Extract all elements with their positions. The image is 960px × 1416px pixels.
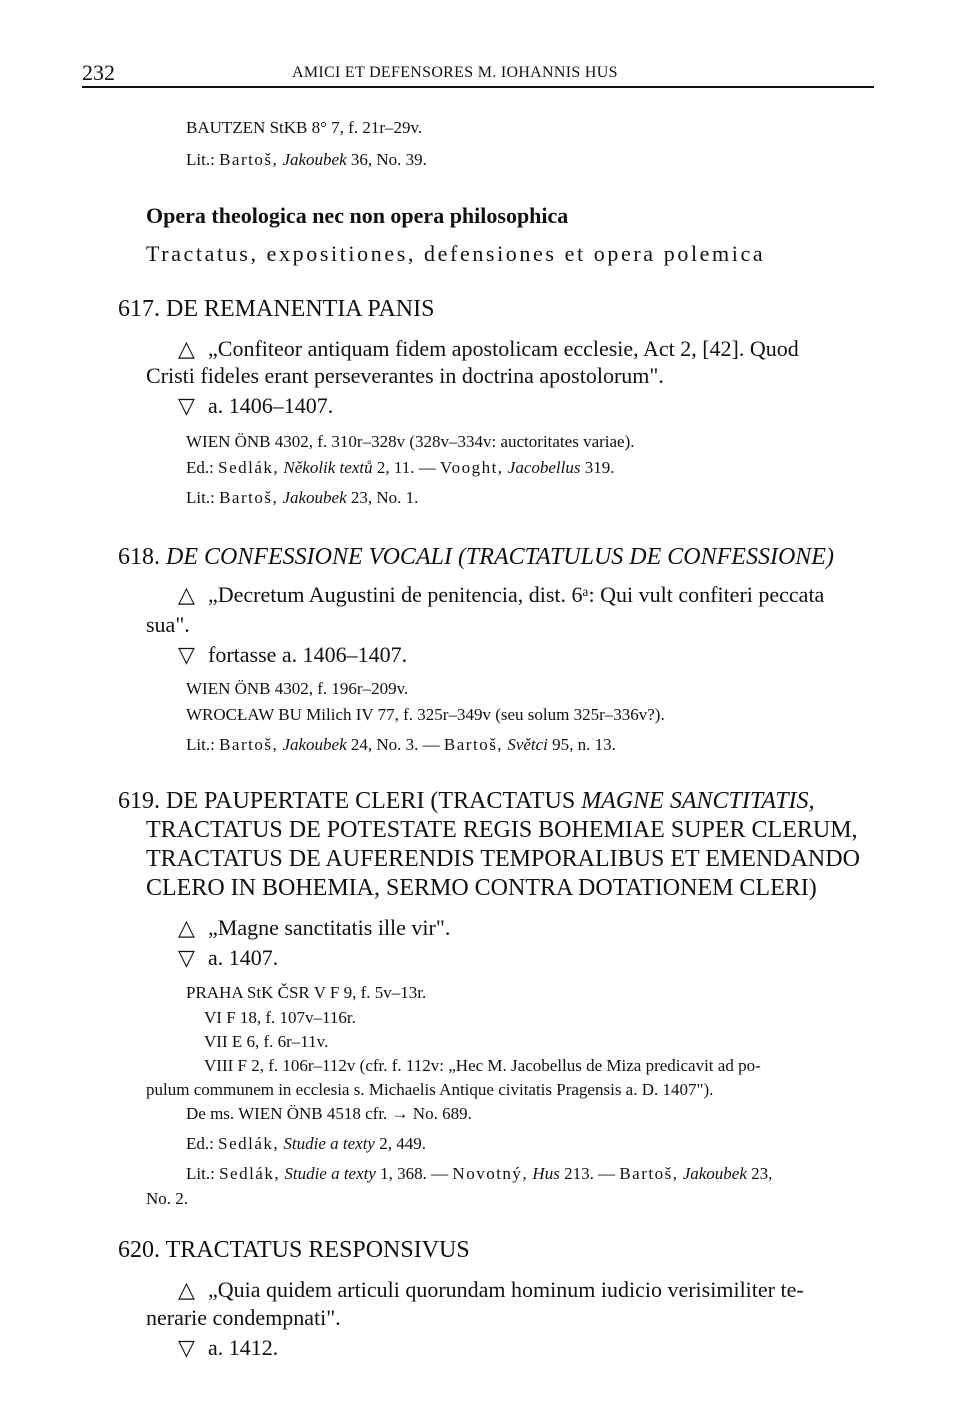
manuscript-line: VIII F 2, f. 106r–112v (cfr. f. 112v: „Hec M. Jacobellus de Miza predicavit ad po- bbox=[204, 1056, 761, 1075]
running-header bbox=[82, 56, 874, 88]
manuscript-line: VII E 6, f. 6r–11v. bbox=[204, 1032, 329, 1051]
entry-title: DE REMANENTIA PANIS bbox=[166, 296, 435, 322]
running-title: AMICI ET DEFENSORES M. IOHANNIS HUS bbox=[292, 64, 618, 81]
incipit-text: „Magne sanctitatis ille vir". bbox=[208, 915, 451, 940]
manuscript-line: WIEN ÖNB 4302, f. 196r–209v. bbox=[186, 679, 409, 698]
reference: 213. — bbox=[564, 1164, 616, 1183]
author: Sedlák, bbox=[218, 458, 280, 477]
triangle-down-icon: ▽ bbox=[178, 945, 195, 970]
manuscript-line: pulum communem in ecclesia s. Michaelis Antique civitatis Pragensis a. D. 1407"). bbox=[146, 1080, 714, 1099]
lit-label: Lit.: bbox=[186, 735, 215, 754]
work-title: Hus bbox=[532, 1164, 560, 1183]
incipit-line bbox=[178, 336, 799, 362]
reference: 95, n. 13. bbox=[552, 735, 616, 754]
entry-619-heading bbox=[118, 788, 815, 815]
manuscript-line: BAUTZEN StKB 8° 7, f. 21r–29v. bbox=[186, 118, 423, 137]
lit-label: Lit.: bbox=[186, 488, 215, 507]
entry-title-line: TRACTATUS DE AUFERENDIS TEMPORALIBUS ET EMENDANDO bbox=[146, 846, 860, 872]
date-line bbox=[178, 1335, 278, 1361]
entry-number: 618. bbox=[118, 544, 160, 570]
manuscript-line: De ms. WIEN ÖNB 4518 cfr. → No. 689. bbox=[186, 1104, 472, 1123]
lit-label: Lit.: bbox=[186, 1164, 215, 1183]
literature-line bbox=[186, 1164, 772, 1184]
triangle-up-icon: △ bbox=[178, 336, 195, 361]
work-title: Jakoubek bbox=[682, 1164, 747, 1183]
author: Bartoš, bbox=[219, 150, 279, 169]
triangle-up-icon: △ bbox=[178, 915, 195, 940]
section-heading: Opera theologica nec non opera philosophica bbox=[146, 203, 569, 228]
reference: 23, No. 1. bbox=[350, 488, 419, 507]
incipit-continuation: sua". bbox=[146, 612, 190, 637]
author: Bartoš, bbox=[219, 488, 279, 507]
incipit-text: „Confiteor antiquam fidem apostolicam ecclesie, Act 2, [42]. Quod bbox=[208, 336, 799, 361]
incipit-line bbox=[178, 582, 824, 608]
ed-label: Ed.: bbox=[186, 458, 214, 477]
author: Bartoš, bbox=[219, 735, 279, 754]
date-text: a. 1406–1407. bbox=[208, 393, 334, 418]
triangle-up-icon: △ bbox=[178, 1277, 195, 1302]
entry-number: 617. bbox=[118, 296, 160, 322]
author: Bartoš, bbox=[443, 735, 504, 754]
manuscript-line: VI F 18, f. 107v–116r. bbox=[204, 1008, 356, 1027]
work-title: Jakoubek bbox=[282, 735, 347, 754]
reference: 319. bbox=[584, 458, 615, 477]
entry-title: DE PAUPERTATE CLERI (TRACTATUS bbox=[166, 788, 576, 814]
work-title: Studie a texty bbox=[283, 1134, 375, 1153]
incipit-line bbox=[178, 1277, 804, 1303]
work-title: Studie a texty bbox=[284, 1164, 376, 1183]
date-text: fortasse a. 1406–1407. bbox=[208, 642, 408, 667]
triangle-down-icon: ▽ bbox=[178, 642, 195, 667]
literature-line bbox=[186, 735, 616, 755]
reference: 24, No. 3. — bbox=[350, 735, 440, 754]
entry-title-italic: MAGNE SANCTITATIS, bbox=[581, 788, 815, 814]
work-title: Několik textů bbox=[283, 458, 373, 477]
date-text: a. 1407. bbox=[208, 945, 279, 970]
entry-title: DE CONFESSIONE VOCALI (TRACTATULUS DE CONFESSIONE) bbox=[166, 544, 834, 570]
triangle-up-icon: △ bbox=[178, 582, 195, 607]
reference: 2, 11. — bbox=[376, 458, 436, 477]
literature-continuation: No. 2. bbox=[146, 1189, 189, 1208]
manuscript-line: WROCŁAW BU Milich IV 77, f. 325r–349v (seu solum 325r–336v?). bbox=[186, 705, 665, 724]
page-number: 232 bbox=[82, 60, 115, 85]
date-line bbox=[178, 393, 333, 419]
work-title: Jakoubek bbox=[282, 150, 347, 169]
entry-617-heading bbox=[118, 296, 434, 323]
edition-line bbox=[186, 1134, 426, 1154]
author: Bartoš, bbox=[619, 1164, 679, 1183]
reference: 1, 368. — bbox=[380, 1164, 449, 1183]
work-title: Světci bbox=[507, 735, 548, 754]
date-text: a. 1412. bbox=[208, 1335, 279, 1360]
incipit-text: „Quia quidem articuli quorundam hominum iudicio verisimiliter te- bbox=[208, 1277, 804, 1302]
entry-number: 619. bbox=[118, 788, 160, 814]
literature-line bbox=[186, 150, 427, 170]
reference: 23, bbox=[751, 1164, 773, 1183]
entry-title-line: CLERO IN BOHEMIA, SERMO CONTRA DOTATIONEM CLERI) bbox=[146, 875, 817, 901]
triangle-down-icon: ▽ bbox=[178, 393, 195, 418]
entry-title-line: TRACTATUS DE POTESTATE REGIS BOHEMIAE SUPER CLERUM, bbox=[146, 817, 858, 843]
date-line bbox=[178, 642, 407, 668]
entry-620-heading bbox=[118, 1237, 470, 1264]
work-title: Jakoubek bbox=[282, 488, 347, 507]
author: Novotný, bbox=[452, 1164, 529, 1183]
author: Vooght, bbox=[439, 458, 504, 477]
literature-line bbox=[186, 488, 418, 508]
incipit-line bbox=[178, 915, 450, 941]
incipit-text: „Decretum Augustini de penitencia, dist. 6ᵃ: Qui vult confiteri peccata bbox=[208, 582, 825, 607]
author: Sedlák, bbox=[219, 1164, 281, 1183]
ed-label: Ed.: bbox=[186, 1134, 214, 1153]
section-subheading: Tractatus, expositiones, defensiones et opera polemica bbox=[146, 241, 766, 266]
entry-title: TRACTATUS RESPONSIVUS bbox=[165, 1237, 470, 1263]
edition-line bbox=[186, 458, 615, 478]
work-title: Jacobellus bbox=[507, 458, 581, 477]
entry-618-heading bbox=[118, 544, 834, 571]
manuscript-line: PRAHA StK ČSR V F 9, f. 5v–13r. bbox=[186, 983, 427, 1002]
triangle-down-icon: ▽ bbox=[178, 1335, 195, 1360]
lit-label: Lit.: bbox=[186, 150, 215, 169]
incipit-continuation: Cristi fideles erant perseverantes in doctrina apostolorum". bbox=[146, 363, 664, 388]
reference: 36, No. 39. bbox=[350, 150, 427, 169]
manuscript-line: WIEN ÖNB 4302, f. 310r–328v (328v–334v: auctoritates variae). bbox=[186, 432, 635, 451]
entry-number: 620. bbox=[118, 1237, 160, 1263]
date-line bbox=[178, 945, 278, 971]
incipit-continuation: nerarie condempnati". bbox=[146, 1305, 341, 1330]
reference: 2, 449. bbox=[379, 1134, 426, 1153]
author: Sedlák, bbox=[218, 1134, 280, 1153]
